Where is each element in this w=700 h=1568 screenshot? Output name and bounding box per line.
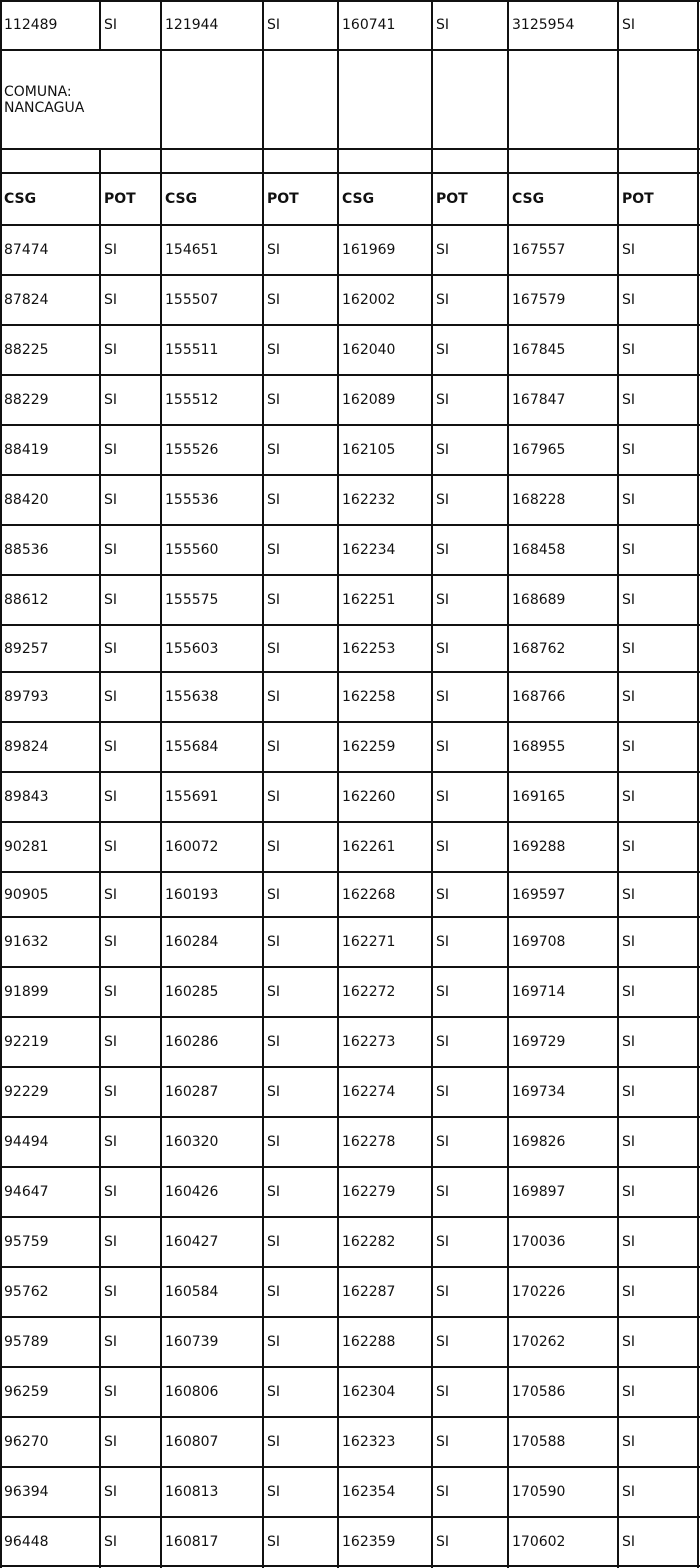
row-divider bbox=[0, 624, 700, 626]
pot-cell: SI bbox=[436, 292, 450, 308]
csg-cell: 94647 bbox=[4, 1184, 49, 1200]
csg-cell: 160072 bbox=[165, 839, 219, 855]
csg-cell: 162354 bbox=[342, 1484, 396, 1500]
pot-cell: SI bbox=[436, 934, 450, 950]
pot-cell: SI bbox=[622, 342, 636, 358]
pot-cell: SI bbox=[104, 886, 118, 903]
csg-cell: 162359 bbox=[342, 1533, 396, 1550]
column-divider bbox=[262, 0, 264, 1568]
pot-cell: SI bbox=[622, 640, 636, 657]
row-divider bbox=[0, 524, 700, 526]
csg-cell: 168689 bbox=[512, 592, 566, 608]
pot-cell: SI bbox=[622, 1134, 636, 1150]
pot-cell: SI bbox=[622, 1084, 636, 1100]
csg-cell: 91632 bbox=[4, 934, 49, 950]
csg-cell: 154651 bbox=[165, 242, 219, 258]
csg-cell: 162279 bbox=[342, 1184, 396, 1200]
pot-cell: SI bbox=[622, 492, 636, 508]
csg-cell: 96448 bbox=[4, 1533, 49, 1550]
empty-cell bbox=[338, 50, 432, 149]
csg-cell: 160287 bbox=[165, 1084, 219, 1100]
pot-cell: SI bbox=[267, 1034, 281, 1050]
pot-cell: SI bbox=[267, 1384, 281, 1400]
csg-cell: 162304 bbox=[342, 1384, 396, 1400]
pot-cell: SI bbox=[622, 292, 636, 308]
pot-cell: SI bbox=[267, 839, 281, 855]
csg-cell: 160807 bbox=[165, 1434, 219, 1450]
pot-cell: SI bbox=[267, 739, 281, 755]
csg-cell: 96394 bbox=[4, 1484, 49, 1500]
csg-cell: 112489 bbox=[4, 17, 58, 33]
header-pot: POT bbox=[267, 191, 299, 207]
column-divider bbox=[697, 0, 699, 1568]
csg-cell: 167557 bbox=[512, 242, 566, 258]
pot-cell: SI bbox=[622, 1533, 636, 1550]
csg-cell: 160739 bbox=[165, 1334, 219, 1350]
pot-cell: SI bbox=[267, 689, 281, 705]
csg-cell: 170588 bbox=[512, 1434, 566, 1450]
pot-cell: SI bbox=[622, 1334, 636, 1350]
csg-cell: 170262 bbox=[512, 1334, 566, 1350]
pot-cell: SI bbox=[104, 1034, 118, 1050]
empty-cell bbox=[618, 50, 698, 149]
row-divider bbox=[0, 1216, 700, 1218]
row-divider bbox=[0, 49, 700, 51]
column-divider bbox=[160, 0, 162, 1568]
pot-cell: SI bbox=[267, 789, 281, 805]
pot-cell: SI bbox=[622, 442, 636, 458]
row-divider bbox=[0, 1516, 700, 1518]
csg-cell: 162271 bbox=[342, 934, 396, 950]
csg-cell: 170586 bbox=[512, 1384, 566, 1400]
csg-cell: 167965 bbox=[512, 442, 566, 458]
pot-cell: SI bbox=[267, 886, 281, 903]
row-divider bbox=[0, 474, 700, 476]
empty-cell bbox=[161, 50, 263, 149]
row-divider bbox=[0, 821, 700, 823]
csg-cell: 167845 bbox=[512, 342, 566, 358]
csg-cell: 160286 bbox=[165, 1034, 219, 1050]
comuna-label: COMUNA: NANCAGUA bbox=[4, 83, 85, 116]
pot-cell: SI bbox=[436, 442, 450, 458]
pot-cell: SI bbox=[104, 839, 118, 855]
column-divider bbox=[99, 0, 101, 50]
pot-cell: SI bbox=[104, 984, 118, 1000]
empty-cell bbox=[0, 149, 100, 173]
csg-cell: 169597 bbox=[512, 886, 566, 903]
pot-cell: SI bbox=[104, 689, 118, 705]
pot-cell: SI bbox=[267, 934, 281, 950]
pot-cell: SI bbox=[622, 242, 636, 258]
pot-cell: SI bbox=[436, 1034, 450, 1050]
pot-cell: SI bbox=[267, 342, 281, 358]
pot-cell: SI bbox=[267, 492, 281, 508]
empty-cell bbox=[263, 149, 338, 173]
empty-cell bbox=[508, 149, 618, 173]
csg-cell: 87474 bbox=[4, 242, 49, 258]
pot-cell: SI bbox=[104, 1134, 118, 1150]
pot-cell: SI bbox=[104, 640, 118, 657]
pot-cell: SI bbox=[436, 640, 450, 657]
row-divider bbox=[0, 1466, 700, 1468]
csg-cell: 88229 bbox=[4, 392, 49, 408]
pot-cell: SI bbox=[104, 1084, 118, 1100]
pot-cell: SI bbox=[267, 1284, 281, 1300]
pot-cell: SI bbox=[267, 984, 281, 1000]
empty-cell bbox=[508, 50, 618, 149]
row-divider bbox=[0, 671, 700, 673]
pot-cell: SI bbox=[436, 492, 450, 508]
csg-cell: 162261 bbox=[342, 839, 396, 855]
empty-cell bbox=[263, 50, 338, 149]
csg-cell: 160427 bbox=[165, 1234, 219, 1250]
csg-cell: 3125954 bbox=[512, 17, 575, 33]
row-divider bbox=[0, 1116, 700, 1118]
pot-cell: SI bbox=[267, 1484, 281, 1500]
pot-cell: SI bbox=[622, 1434, 636, 1450]
pot-cell: SI bbox=[622, 1184, 636, 1200]
pot-cell: SI bbox=[267, 1334, 281, 1350]
row-divider bbox=[0, 374, 700, 376]
csg-cell: 162272 bbox=[342, 984, 396, 1000]
pot-cell: SI bbox=[436, 1533, 450, 1550]
pot-cell: SI bbox=[104, 1334, 118, 1350]
pot-cell: SI bbox=[104, 789, 118, 805]
csg-cell: 162232 bbox=[342, 492, 396, 508]
csg-cell: 96259 bbox=[4, 1384, 49, 1400]
row-divider bbox=[0, 274, 700, 276]
csg-cell: 170602 bbox=[512, 1533, 566, 1550]
csg-cell: 162259 bbox=[342, 739, 396, 755]
csg-cell: 168228 bbox=[512, 492, 566, 508]
header-csg: CSG bbox=[165, 191, 198, 207]
pot-cell: SI bbox=[104, 1234, 118, 1250]
pot-cell: SI bbox=[436, 984, 450, 1000]
pot-cell: SI bbox=[267, 542, 281, 558]
pot-cell: SI bbox=[267, 392, 281, 408]
csg-cell: 162089 bbox=[342, 392, 396, 408]
empty-cell bbox=[432, 149, 508, 173]
csg-cell: 160584 bbox=[165, 1284, 219, 1300]
csg-cell: 162260 bbox=[342, 789, 396, 805]
pot-cell: SI bbox=[104, 542, 118, 558]
csg-cell: 88536 bbox=[4, 542, 49, 558]
pot-cell: SI bbox=[622, 839, 636, 855]
pot-cell: SI bbox=[436, 17, 450, 33]
pot-cell: SI bbox=[436, 1384, 450, 1400]
pot-cell: SI bbox=[104, 492, 118, 508]
header-pot: POT bbox=[104, 191, 136, 207]
pot-cell: SI bbox=[622, 392, 636, 408]
row-divider bbox=[0, 224, 700, 226]
csg-cell: 162288 bbox=[342, 1334, 396, 1350]
row-divider bbox=[0, 1166, 700, 1168]
row-divider bbox=[0, 324, 700, 326]
csg-cell: 162258 bbox=[342, 689, 396, 705]
empty-cell bbox=[618, 149, 698, 173]
column-divider bbox=[431, 0, 433, 1568]
empty-cell bbox=[338, 149, 432, 173]
csg-cell: 155511 bbox=[165, 342, 219, 358]
csg-cell: 162268 bbox=[342, 886, 396, 903]
csg-cell: 155603 bbox=[165, 640, 219, 657]
csg-cell: 95759 bbox=[4, 1234, 49, 1250]
pot-cell: SI bbox=[622, 1034, 636, 1050]
csg-cell: 91899 bbox=[4, 984, 49, 1000]
csg-cell: 162234 bbox=[342, 542, 396, 558]
pot-cell: SI bbox=[267, 292, 281, 308]
csg-cell: 160285 bbox=[165, 984, 219, 1000]
row-divider bbox=[0, 574, 700, 576]
csg-cell: 87824 bbox=[4, 292, 49, 308]
csg-cell: 88420 bbox=[4, 492, 49, 508]
row-divider bbox=[0, 1316, 700, 1318]
pot-cell: SI bbox=[622, 1284, 636, 1300]
row-divider bbox=[0, 1066, 700, 1068]
csg-cell: 170036 bbox=[512, 1234, 566, 1250]
csg-cell: 155507 bbox=[165, 292, 219, 308]
pot-cell: SI bbox=[104, 392, 118, 408]
pot-cell: SI bbox=[104, 739, 118, 755]
pot-cell: SI bbox=[436, 1334, 450, 1350]
pot-cell: SI bbox=[622, 886, 636, 903]
pot-cell: SI bbox=[436, 542, 450, 558]
row-divider bbox=[0, 966, 700, 968]
csg-cell: 92219 bbox=[4, 1034, 49, 1050]
csg-cell: 96270 bbox=[4, 1434, 49, 1450]
header-pot: POT bbox=[436, 191, 468, 207]
empty-cell bbox=[100, 149, 161, 173]
pot-cell: SI bbox=[436, 789, 450, 805]
csg-cell: 160284 bbox=[165, 934, 219, 950]
pot-cell: SI bbox=[104, 1384, 118, 1400]
pot-cell: SI bbox=[267, 1234, 281, 1250]
column-divider bbox=[99, 149, 101, 1568]
pot-cell: SI bbox=[104, 592, 118, 608]
pot-cell: SI bbox=[267, 442, 281, 458]
header-csg: CSG bbox=[512, 191, 545, 207]
pot-cell: SI bbox=[267, 1533, 281, 1550]
pot-cell: SI bbox=[436, 886, 450, 903]
csg-cell: 162282 bbox=[342, 1234, 396, 1250]
pot-cell: SI bbox=[622, 17, 636, 33]
pot-cell: SI bbox=[267, 1434, 281, 1450]
pot-cell: SI bbox=[436, 392, 450, 408]
csg-cell: 160741 bbox=[342, 17, 396, 33]
csg-cell: 121944 bbox=[165, 17, 219, 33]
csg-cell: 89843 bbox=[4, 789, 49, 805]
csg-cell: 168766 bbox=[512, 689, 566, 705]
pot-cell: SI bbox=[622, 592, 636, 608]
csg-cell: 162323 bbox=[342, 1434, 396, 1450]
row-divider bbox=[0, 1565, 700, 1567]
pot-cell: SI bbox=[104, 242, 118, 258]
csg-cell: 169729 bbox=[512, 1034, 566, 1050]
csg-cell: 169288 bbox=[512, 839, 566, 855]
row-divider bbox=[0, 771, 700, 773]
pot-cell: SI bbox=[436, 739, 450, 755]
csg-cell: 90905 bbox=[4, 886, 49, 903]
csg-cell: 169826 bbox=[512, 1134, 566, 1150]
csg-cell: 88612 bbox=[4, 592, 49, 608]
pot-cell: SI bbox=[622, 739, 636, 755]
pot-cell: SI bbox=[622, 689, 636, 705]
csg-cell: 162105 bbox=[342, 442, 396, 458]
csg-cell: 167847 bbox=[512, 392, 566, 408]
csg-cell: 89824 bbox=[4, 739, 49, 755]
pot-cell: SI bbox=[104, 1434, 118, 1450]
csg-cell: 95789 bbox=[4, 1334, 49, 1350]
pot-cell: SI bbox=[267, 1184, 281, 1200]
column-divider bbox=[0, 0, 2, 1568]
csg-cell: 155684 bbox=[165, 739, 219, 755]
pot-cell: SI bbox=[436, 1434, 450, 1450]
csg-cell: 162274 bbox=[342, 1084, 396, 1100]
csg-cell: 160817 bbox=[165, 1533, 219, 1550]
csg-cell: 162040 bbox=[342, 342, 396, 358]
row-divider bbox=[0, 871, 700, 873]
csg-cell: 162273 bbox=[342, 1034, 396, 1050]
empty-cell bbox=[161, 149, 263, 173]
csg-cell: 160320 bbox=[165, 1134, 219, 1150]
pot-cell: SI bbox=[104, 292, 118, 308]
csg-cell: 155512 bbox=[165, 392, 219, 408]
csg-cell: 89257 bbox=[4, 640, 49, 657]
pot-cell: SI bbox=[267, 242, 281, 258]
pot-cell: SI bbox=[436, 1284, 450, 1300]
csg-cell: 90281 bbox=[4, 839, 49, 855]
csg-cell: 169714 bbox=[512, 984, 566, 1000]
pot-cell: SI bbox=[436, 1134, 450, 1150]
pot-cell: SI bbox=[104, 17, 118, 33]
row-divider bbox=[0, 916, 700, 918]
pot-cell: SI bbox=[622, 1384, 636, 1400]
csg-cell: 169897 bbox=[512, 1184, 566, 1200]
pot-cell: SI bbox=[436, 839, 450, 855]
csg-cell: 168762 bbox=[512, 640, 566, 657]
csg-cell: 162253 bbox=[342, 640, 396, 657]
csg-cell: 162287 bbox=[342, 1284, 396, 1300]
csg-cell: 160813 bbox=[165, 1484, 219, 1500]
pot-cell: SI bbox=[622, 542, 636, 558]
pot-cell: SI bbox=[104, 934, 118, 950]
csg-cell: 170590 bbox=[512, 1484, 566, 1500]
csg-cell: 169708 bbox=[512, 934, 566, 950]
csg-cell: 155691 bbox=[165, 789, 219, 805]
pot-cell: SI bbox=[436, 689, 450, 705]
csg-cell: 169165 bbox=[512, 789, 566, 805]
row-divider bbox=[0, 1416, 700, 1418]
pot-cell: SI bbox=[436, 1084, 450, 1100]
empty-cell bbox=[432, 50, 508, 149]
csg-cell: 155560 bbox=[165, 542, 219, 558]
csg-cell: 155638 bbox=[165, 689, 219, 705]
csg-cell: 168955 bbox=[512, 739, 566, 755]
pot-cell: SI bbox=[267, 1134, 281, 1150]
pot-cell: SI bbox=[622, 934, 636, 950]
pot-cell: SI bbox=[104, 342, 118, 358]
pot-cell: SI bbox=[267, 592, 281, 608]
pot-cell: SI bbox=[267, 640, 281, 657]
csg-cell: 155526 bbox=[165, 442, 219, 458]
pot-cell: SI bbox=[622, 1484, 636, 1500]
pot-cell: SI bbox=[267, 1084, 281, 1100]
row-divider bbox=[0, 721, 700, 723]
pot-cell: SI bbox=[436, 592, 450, 608]
csg-cell: 155575 bbox=[165, 592, 219, 608]
csg-cell: 88225 bbox=[4, 342, 49, 358]
csg-cell: 94494 bbox=[4, 1134, 49, 1150]
csg-cell: 160426 bbox=[165, 1184, 219, 1200]
csg-cell: 160193 bbox=[165, 886, 219, 903]
column-divider bbox=[617, 0, 619, 1568]
csg-cell: 162002 bbox=[342, 292, 396, 308]
column-divider bbox=[337, 0, 339, 1568]
pot-cell: SI bbox=[104, 1484, 118, 1500]
pot-cell: SI bbox=[104, 1284, 118, 1300]
csg-cell: 162251 bbox=[342, 592, 396, 608]
pot-cell: SI bbox=[436, 342, 450, 358]
header-csg: CSG bbox=[4, 191, 37, 207]
row-divider bbox=[0, 1266, 700, 1268]
row-divider bbox=[0, 0, 700, 2]
csg-cell: 170226 bbox=[512, 1284, 566, 1300]
pot-cell: SI bbox=[436, 242, 450, 258]
pot-cell: SI bbox=[436, 1234, 450, 1250]
pot-cell: SI bbox=[436, 1184, 450, 1200]
csg-cell: 92229 bbox=[4, 1084, 49, 1100]
row-divider bbox=[0, 424, 700, 426]
csg-cell: 95762 bbox=[4, 1284, 49, 1300]
pot-cell: SI bbox=[622, 789, 636, 805]
header-pot: POT bbox=[622, 191, 654, 207]
pot-cell: SI bbox=[267, 17, 281, 33]
row-divider bbox=[0, 148, 700, 150]
pot-cell: SI bbox=[436, 1484, 450, 1500]
csg-cell: 89793 bbox=[4, 689, 49, 705]
csg-cell: 161969 bbox=[342, 242, 396, 258]
header-csg: CSG bbox=[342, 191, 375, 207]
column-divider bbox=[507, 0, 509, 1568]
row-divider bbox=[0, 172, 700, 174]
csg-cell: 88419 bbox=[4, 442, 49, 458]
pot-cell: SI bbox=[104, 1184, 118, 1200]
csg-cell: 160806 bbox=[165, 1384, 219, 1400]
row-divider bbox=[0, 1366, 700, 1368]
csg-cell: 169734 bbox=[512, 1084, 566, 1100]
pot-cell: SI bbox=[104, 1533, 118, 1550]
csg-cell: 168458 bbox=[512, 542, 566, 558]
csg-cell: 162278 bbox=[342, 1134, 396, 1150]
pot-cell: SI bbox=[622, 1234, 636, 1250]
csg-cell: 155536 bbox=[165, 492, 219, 508]
pot-cell: SI bbox=[104, 442, 118, 458]
row-divider bbox=[0, 1016, 700, 1018]
pot-cell: SI bbox=[622, 984, 636, 1000]
csg-cell: 167579 bbox=[512, 292, 566, 308]
